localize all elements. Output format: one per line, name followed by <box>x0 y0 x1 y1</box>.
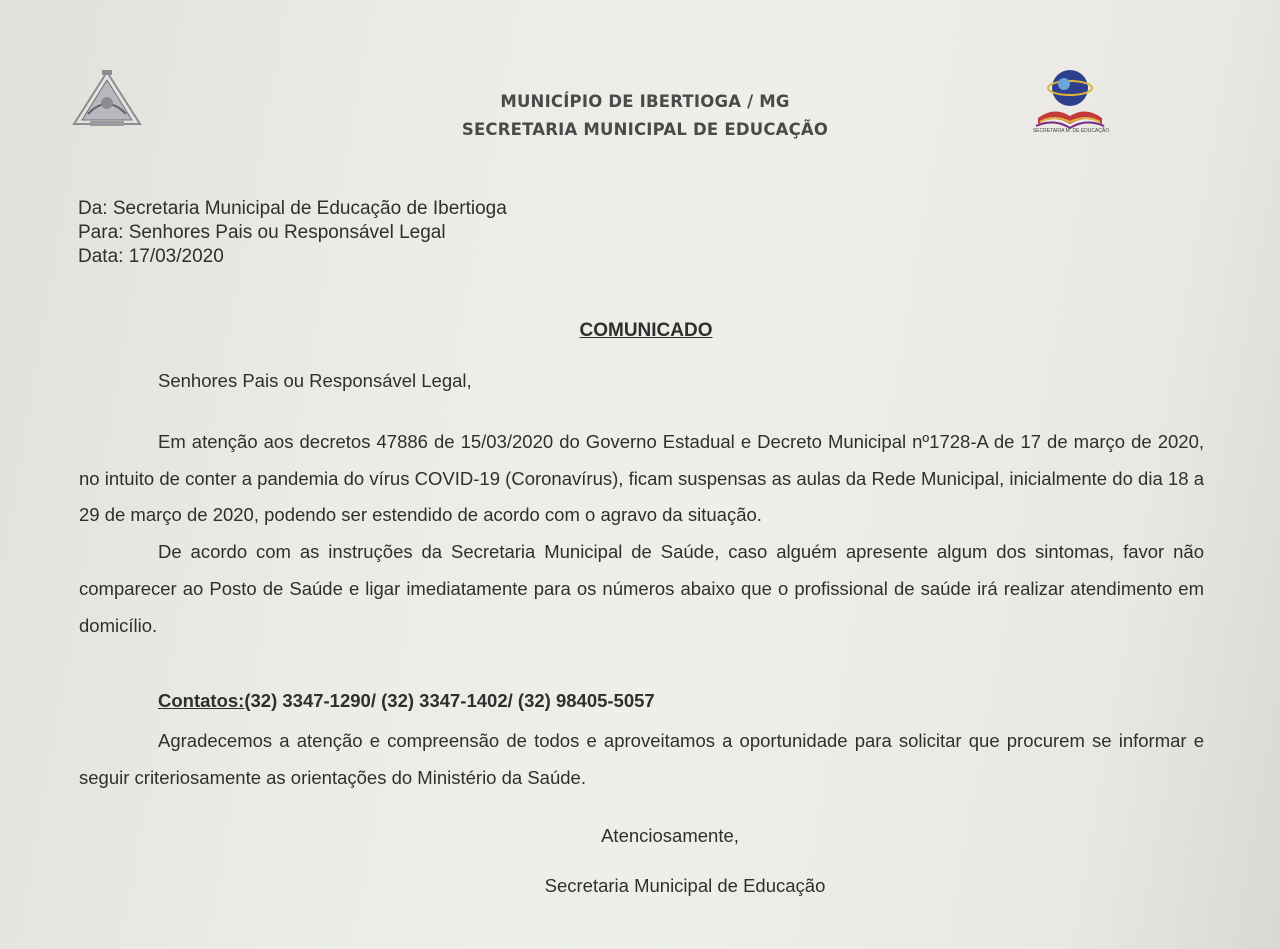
body-text <box>79 424 1204 644</box>
paragraph-health-instructions: De acordo com as instruções da Secretaria Municipal de Saúde, caso alguém apresente algum dos sintomas, favor não comparecer ao Posto de Saúde e ligar imediatamente para os números abaixo que o profissional de saúde irá realizar atendimento em domicílio. <box>79 541 1204 636</box>
education-secretariat-logo-icon <box>1032 66 1110 151</box>
signoff: Atenciosamente, <box>601 825 739 846</box>
meta-date: Data: 17/03/2020 <box>78 246 224 267</box>
paragraph-decree: Em atenção aos decretos 47886 de 15/03/2020 do Governo Estadual e Decreto Municipal nº1728-A de 17 de março de 2020, no intuito de conter a pandemia do vírus COVID-19 (Coronavírus), ficam suspensas as aulas da Rede Municipal, inicialmente do dia 18 a 29 de março de 2020, podendo ser estendido de acordo com o agravo da situação. <box>79 431 1204 526</box>
meta-to: Para: Senhores Pais ou Responsável Legal <box>78 222 446 243</box>
paragraph-closing: Agradecemos a atenção e compreensão de todos e aproveitamos a oportunidade para solicitar que procurem se informar e seguir criteriosamente as orientações do Ministério da Saúde. <box>79 730 1204 788</box>
signature: Secretaria Municipal de Educação <box>544 875 826 896</box>
municipal-coat-of-arms-icon <box>72 70 142 135</box>
header-secretariat: SECRETARIA MUNICIPAL DE EDUCAÇÃO <box>461 120 829 139</box>
logo-caption: SECRETARIA M. DE EDUCAÇÃO <box>1032 128 1110 134</box>
header-municipality: MUNICÍPIO DE IBERTIOGA / MG <box>500 92 790 111</box>
contacts-numbers: (32) 3347-1290/ (32) 3347-1402/ (32) 98405-5057 <box>244 690 655 711</box>
document-title: COMUNICADO <box>579 320 713 341</box>
contacts-label: Contatos: <box>158 690 245 711</box>
closing-text <box>79 723 1204 796</box>
salutation: Senhores Pais ou Responsável Legal, <box>158 370 472 391</box>
contacts-line <box>158 690 655 712</box>
meta-from: Da: Secretaria Municipal de Educação de Ibertioga <box>78 198 507 219</box>
